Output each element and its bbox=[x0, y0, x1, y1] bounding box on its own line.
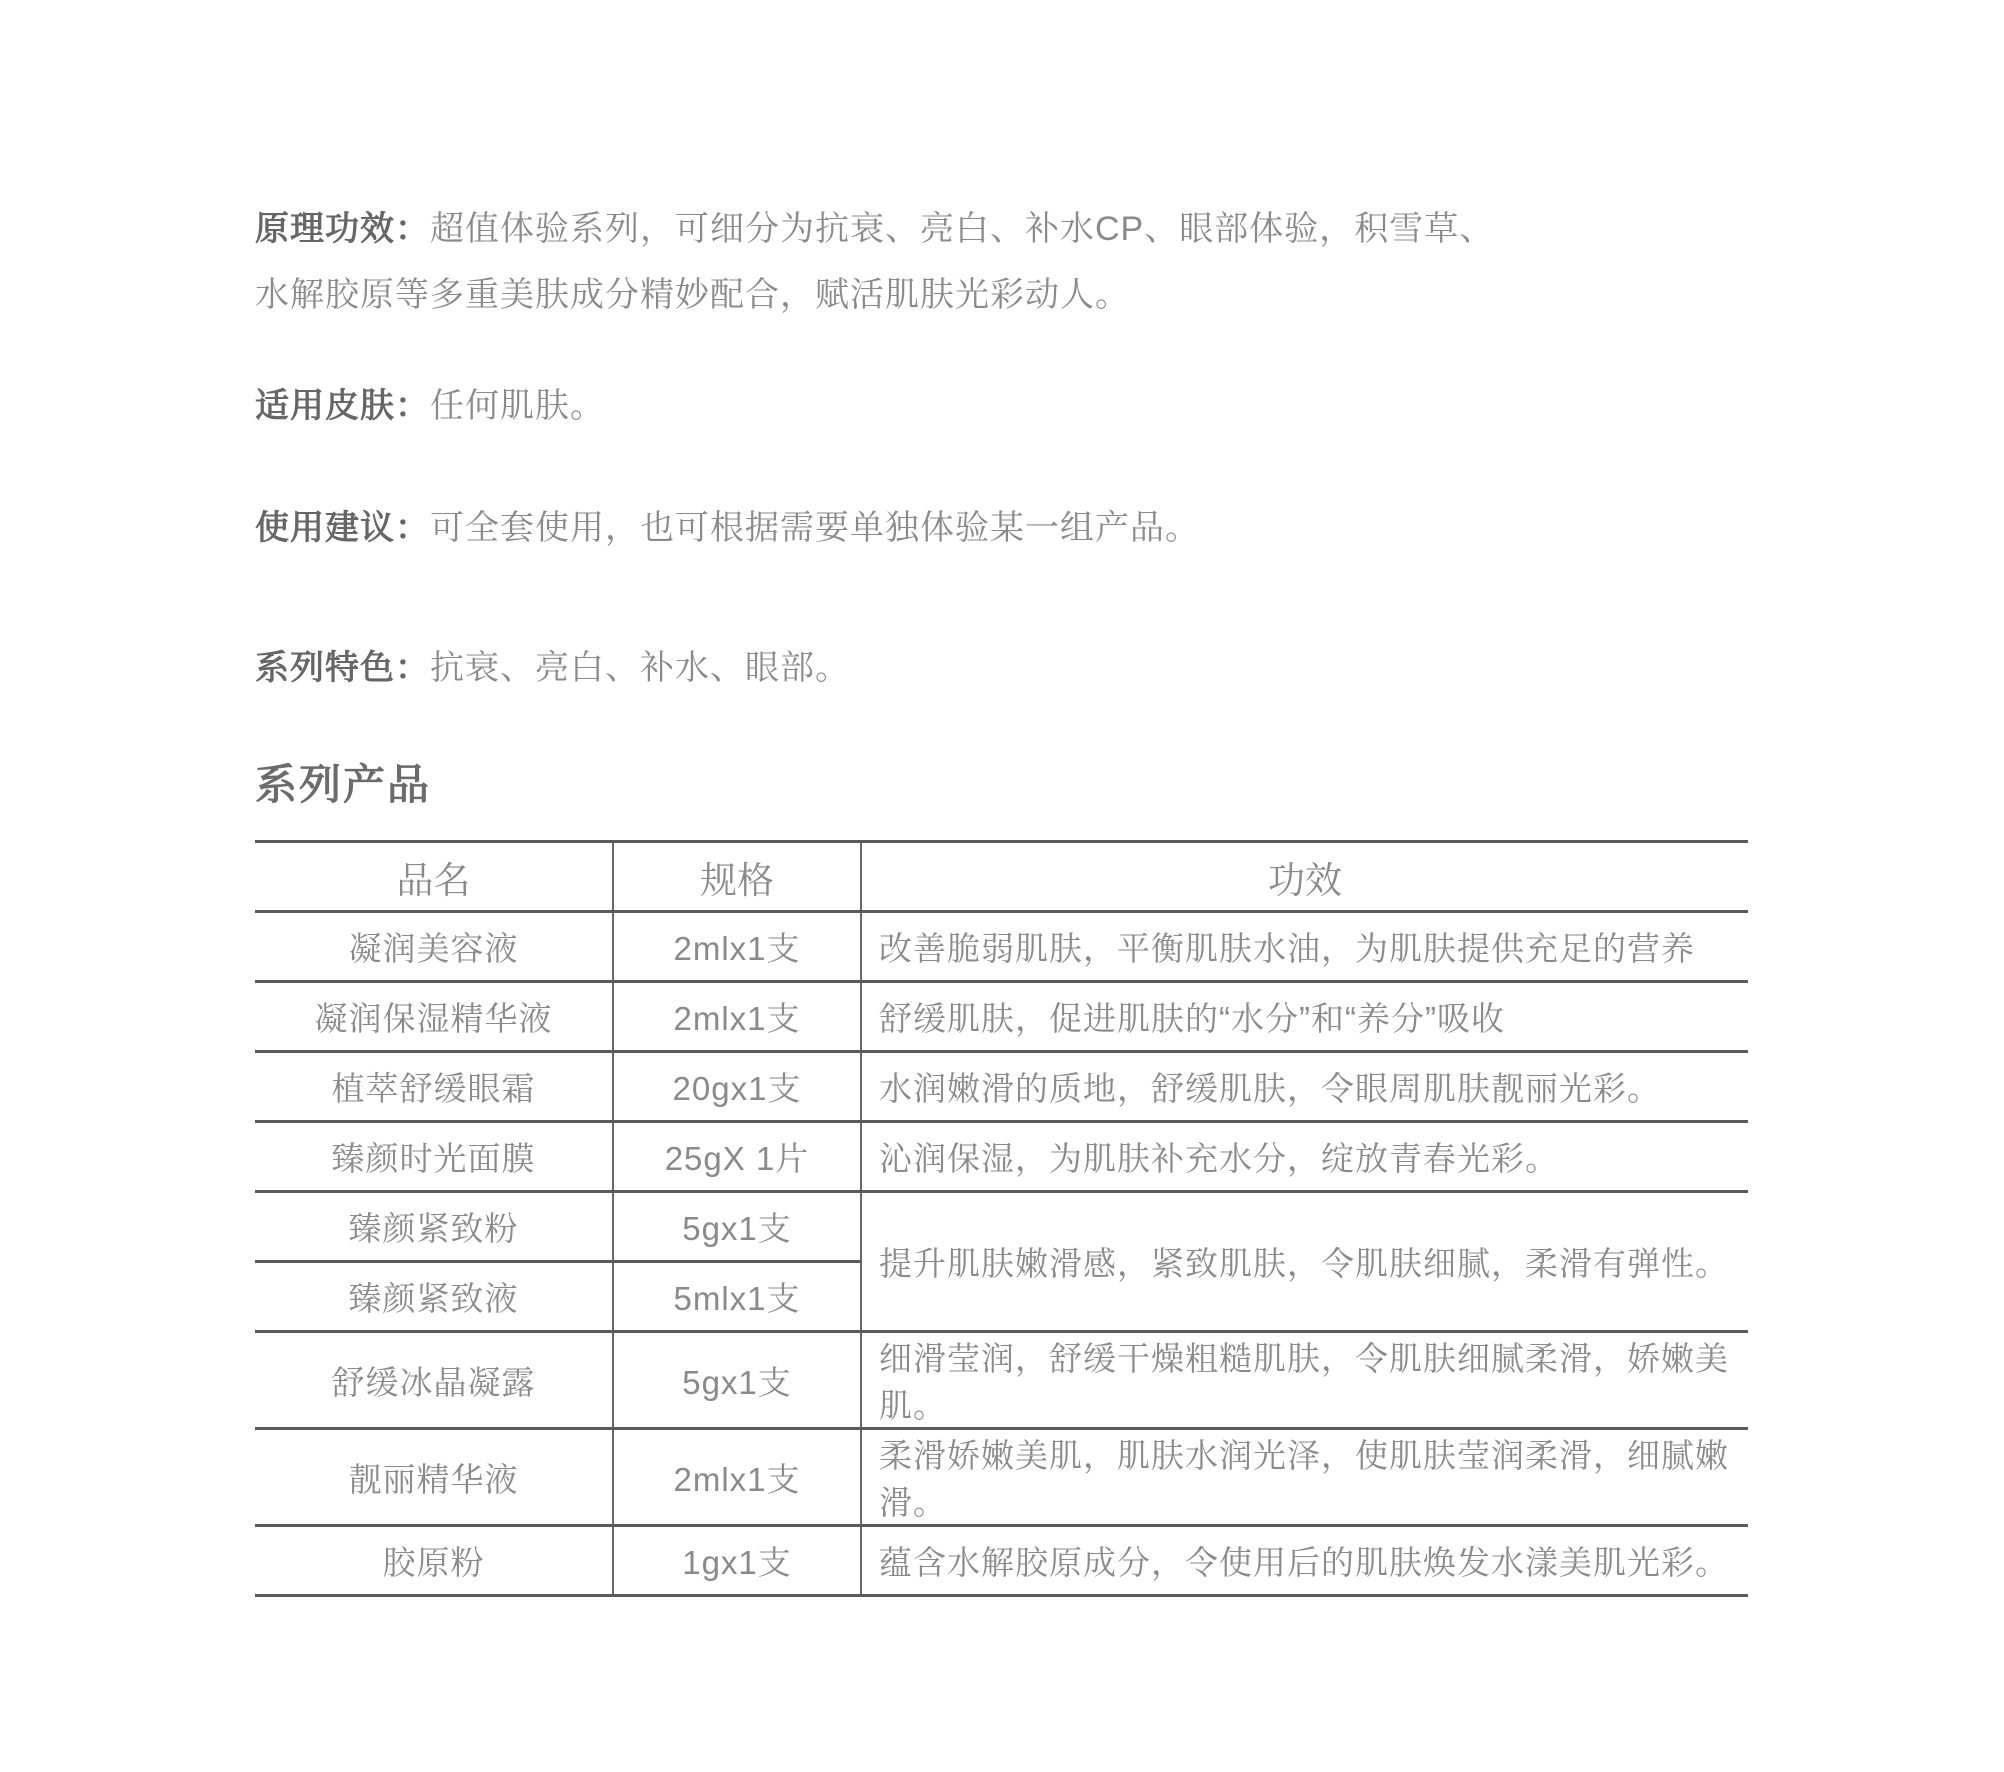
product-spec-cell: 2mlx1支 bbox=[613, 982, 861, 1052]
section-applicable-skin-text: 任何肌肤。 bbox=[430, 387, 605, 425]
table-row bbox=[255, 1052, 1748, 1122]
section-principle-text-line2: 水解胶原等多重美肤成分精妙配合，赋活肌肤光彩动人。 bbox=[255, 276, 1130, 314]
page-content bbox=[255, 0, 1754, 1597]
product-effect-cell: 舒缓肌肤，促进肌肤的“水分”和“养分”吸收 bbox=[861, 982, 1748, 1052]
section-principle-text-line1: 超值体验系列，可细分为抗衰、亮白、补水CP、眼部体验，积雪草、 bbox=[430, 210, 1495, 248]
product-name-cell: 臻颜时光面膜 bbox=[255, 1122, 613, 1192]
product-effect-cell-merged: 提升肌肤嫩滑感，紧致肌肤，令肌肤细腻，柔滑有弹性。 bbox=[861, 1192, 1748, 1332]
product-name-cell: 胶原粉 bbox=[255, 1526, 613, 1596]
product-name-cell: 靓丽精华液 bbox=[255, 1429, 613, 1526]
product-spec-cell: 20gx1支 bbox=[613, 1052, 861, 1122]
table-row bbox=[255, 1192, 1748, 1262]
section-usage-advice bbox=[255, 495, 1754, 561]
table-row bbox=[255, 912, 1748, 982]
table-row bbox=[255, 1122, 1748, 1192]
product-name-cell: 舒缓冰晶凝露 bbox=[255, 1332, 613, 1429]
product-name-cell: 凝润保湿精华液 bbox=[255, 982, 613, 1052]
section-principle bbox=[255, 0, 1754, 328]
product-effect-cell: 柔滑娇嫩美肌，肌肤水润光泽，使肌肤莹润柔滑，细腻嫩滑。 bbox=[861, 1429, 1748, 1526]
product-spec-cell: 5gx1支 bbox=[613, 1332, 861, 1429]
products-table bbox=[255, 840, 1748, 1597]
section-series-features-label: 系列特色： bbox=[255, 649, 430, 687]
section-usage-advice-text: 可全套使用，也可根据需要单独体验某一组产品。 bbox=[430, 509, 1200, 547]
product-spec-cell: 1gx1支 bbox=[613, 1526, 861, 1596]
product-effect-cell: 水润嫩滑的质地，舒缓肌肤，令眼周肌肤靓丽光彩。 bbox=[861, 1052, 1748, 1122]
table-row bbox=[255, 1526, 1748, 1596]
header-cell-effect: 功效 bbox=[861, 842, 1748, 912]
header-cell-name: 品名 bbox=[255, 842, 613, 912]
product-name-cell: 植萃舒缓眼霜 bbox=[255, 1052, 613, 1122]
product-spec-cell: 25gX 1片 bbox=[613, 1122, 861, 1192]
header-cell-spec: 规格 bbox=[613, 842, 861, 912]
product-spec-cell: 2mlx1支 bbox=[613, 1429, 861, 1526]
product-spec-cell: 2mlx1支 bbox=[613, 912, 861, 982]
section-applicable-skin bbox=[255, 373, 1754, 439]
products-heading: 系列产品 bbox=[255, 761, 432, 808]
section-series-features bbox=[255, 635, 1754, 701]
table-row bbox=[255, 1429, 1748, 1526]
product-name-cell: 凝润美容液 bbox=[255, 912, 613, 982]
section-principle-label: 原理功效： bbox=[255, 210, 430, 248]
product-spec-cell: 5gx1支 bbox=[613, 1192, 861, 1262]
product-effect-cell: 细滑莹润，舒缓干燥粗糙肌肤，令肌肤细腻柔滑，娇嫩美肌。 bbox=[861, 1332, 1748, 1429]
table-header-row bbox=[255, 842, 1748, 912]
product-effect-cell: 沁润保湿，为肌肤补充水分，绽放青春光彩。 bbox=[861, 1122, 1748, 1192]
product-name-cell: 臻颜紧致粉 bbox=[255, 1192, 613, 1262]
section-series-features-text: 抗衰、亮白、补水、眼部。 bbox=[430, 649, 850, 687]
product-effect-cell: 改善脆弱肌肤，平衡肌肤水油，为肌肤提供充足的营养 bbox=[861, 912, 1748, 982]
product-name-cell: 臻颜紧致液 bbox=[255, 1262, 613, 1332]
table-row bbox=[255, 982, 1748, 1052]
product-spec-cell: 5mlx1支 bbox=[613, 1262, 861, 1332]
section-usage-advice-label: 使用建议： bbox=[255, 509, 430, 547]
table-row bbox=[255, 1332, 1748, 1429]
section-applicable-skin-label: 适用皮肤： bbox=[255, 387, 430, 425]
product-effect-cell: 蕴含水解胶原成分，令使用后的肌肤焕发水漾美肌光彩。 bbox=[861, 1526, 1748, 1596]
